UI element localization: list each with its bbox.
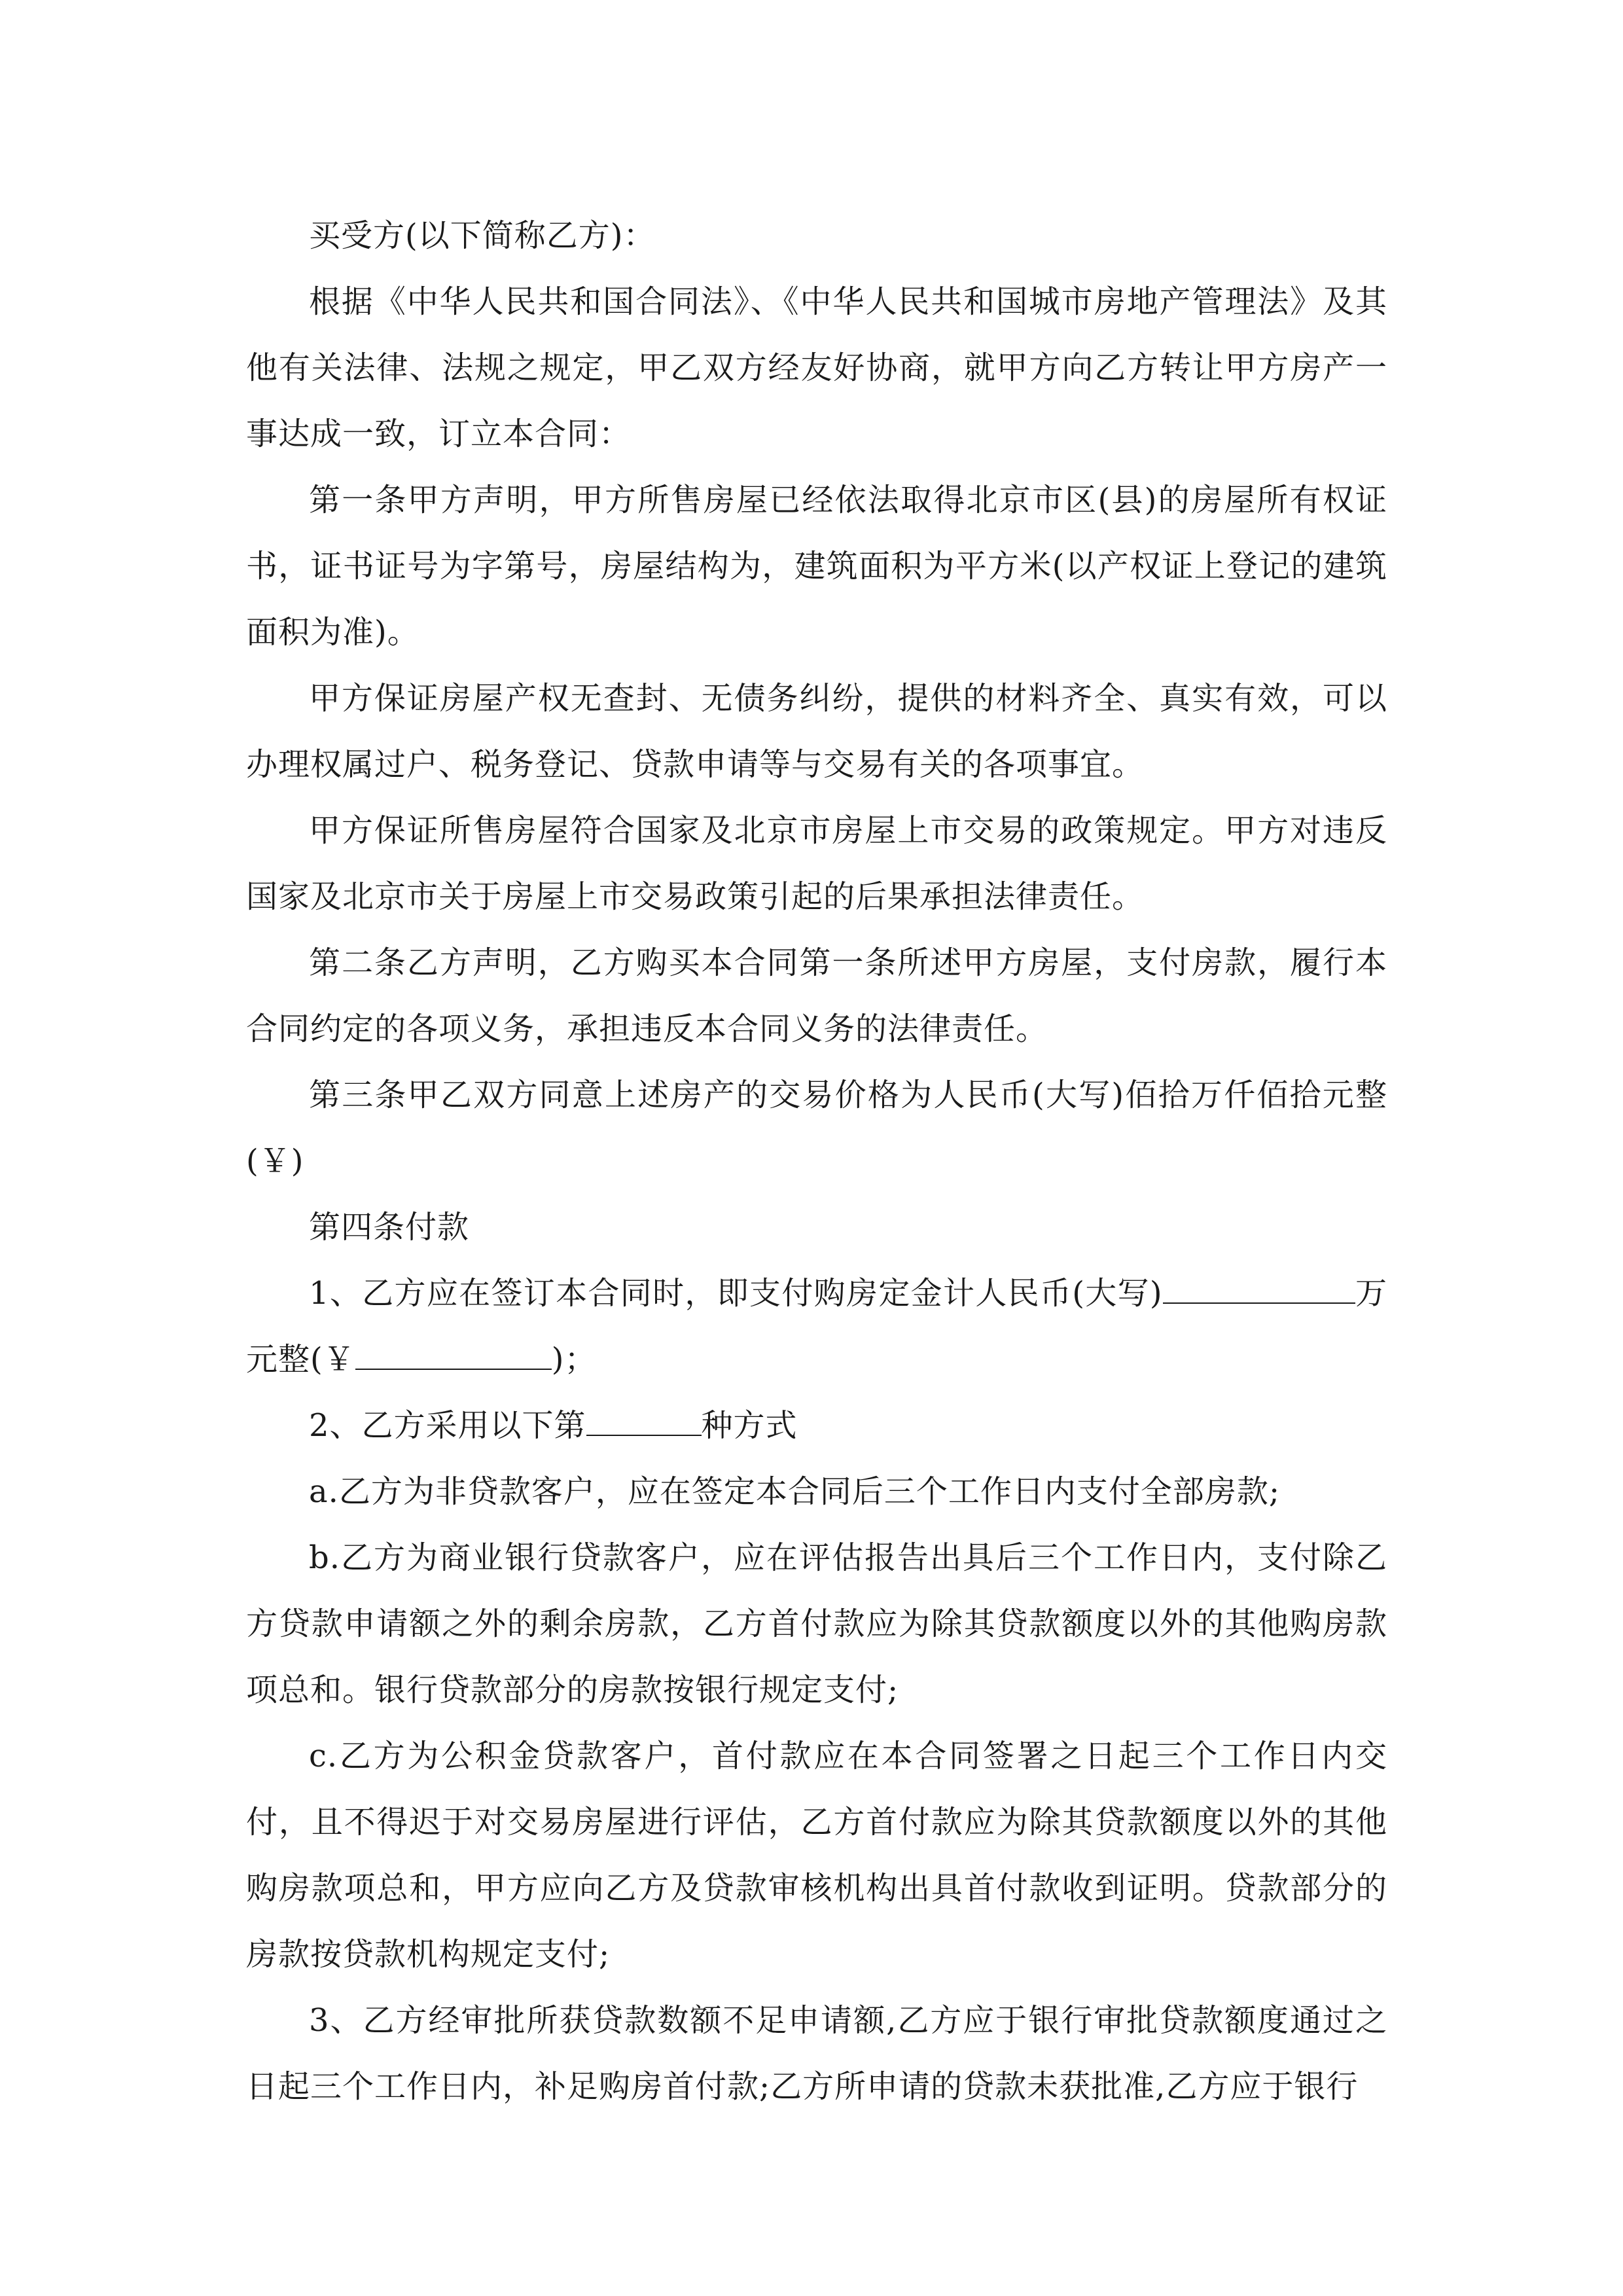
- deposit-text-c: )；: [551, 1341, 597, 1378]
- paragraph-payment-method: [246, 1393, 1387, 1459]
- deposit-text-b: 万元整(￥: [246, 1275, 1387, 1378]
- deposit-figure-blank: [355, 1340, 552, 1370]
- contract-body: [246, 203, 1387, 2120]
- paragraph-preamble: 根据《中华人民共和国合同法》、《中华人民共和国城市房地产管理法》及其他有关法律、法规之规定，甲乙双方经友好协商，就甲方向乙方转让甲方房产一事达成一致，订立本合同：: [246, 283, 1387, 452]
- paragraph-article-1: 第一条甲方声明，甲方所售房屋已经依法取得北京市区(县)的房屋所有权证书，证书证号为字第号，房屋结构为，建筑面积为平方米(以产权证上登记的建筑面积为准)。: [246, 482, 1387, 651]
- deposit-amount-blank: [1163, 1274, 1355, 1304]
- paragraph-deposit: [246, 1261, 1387, 1393]
- paragraph-seller-policy: 甲方保证所售房屋符合国家及北京市房屋上市交易的政策规定。甲方对违反国家及北京市关于房屋上市交易政策引起的后果承担法律责任。: [246, 812, 1387, 915]
- paragraph-seller-guarantee: 甲方保证房屋产权无查封、无债务纠纷，提供的材料齐全、真实有效，可以办理权属过户、税务登记、贷款申请等与交易有关的各项事宜。: [246, 680, 1387, 783]
- payment-method-text-a: 2、乙方采用以下第: [309, 1407, 586, 1444]
- paragraph-option-a: a.乙方为非贷款客户，应在签定本合同后三个工作日内支付全部房款;: [309, 1473, 1281, 1510]
- payment-method-blank: [586, 1406, 702, 1436]
- paragraph-article-3: 第三条甲乙双方同意上述房产的交易价格为人民币(大写)佰拾万仟佰拾元整(￥): [246, 1077, 1387, 1179]
- paragraph-article-4-heading: 第四条付款: [309, 1209, 470, 1246]
- paragraph-clause-3: 3、乙方经审批所获贷款数额不足申请额,乙方应于银行审批贷款额度通过之日起三个工作日内，补足购房首付款;乙方所申请的贷款未获批准,乙方应于银行: [246, 2002, 1387, 2105]
- deposit-text-a: 1、乙方应在签订本合同时，即支付购房定金计人民币(大写): [309, 1275, 1163, 1312]
- paragraph-buyer: 买受方(以下简称乙方)：: [309, 217, 656, 254]
- paragraph-option-c: c.乙方为公积金贷款客户，首付款应在本合同签署之日起三个工作日内交付，且不得迟于对交易房屋进行评估，乙方首付款应为除其贷款额度以外的其他购房款项总和，甲方应向乙方及贷款审核机构出具首付款收到证明。贷款部分的房款按贷款机构规定支付;: [246, 1738, 1387, 1973]
- paragraph-article-2: 第二条乙方声明，乙方购买本合同第一条所述甲方房屋，支付房款，履行本合同约定的各项义务，承担违反本合同义务的法律责任。: [246, 944, 1387, 1047]
- payment-method-text-b: 种方式: [701, 1407, 798, 1444]
- paragraph-option-b: b.乙方为商业银行贷款客户，应在评估报告出具后三个工作日内，支付除乙方贷款申请额之外的剩余房款，乙方首付款应为除其贷款额度以外的其他购房款项总和。银行贷款部分的房款按银行规定支付;: [246, 1539, 1387, 1708]
